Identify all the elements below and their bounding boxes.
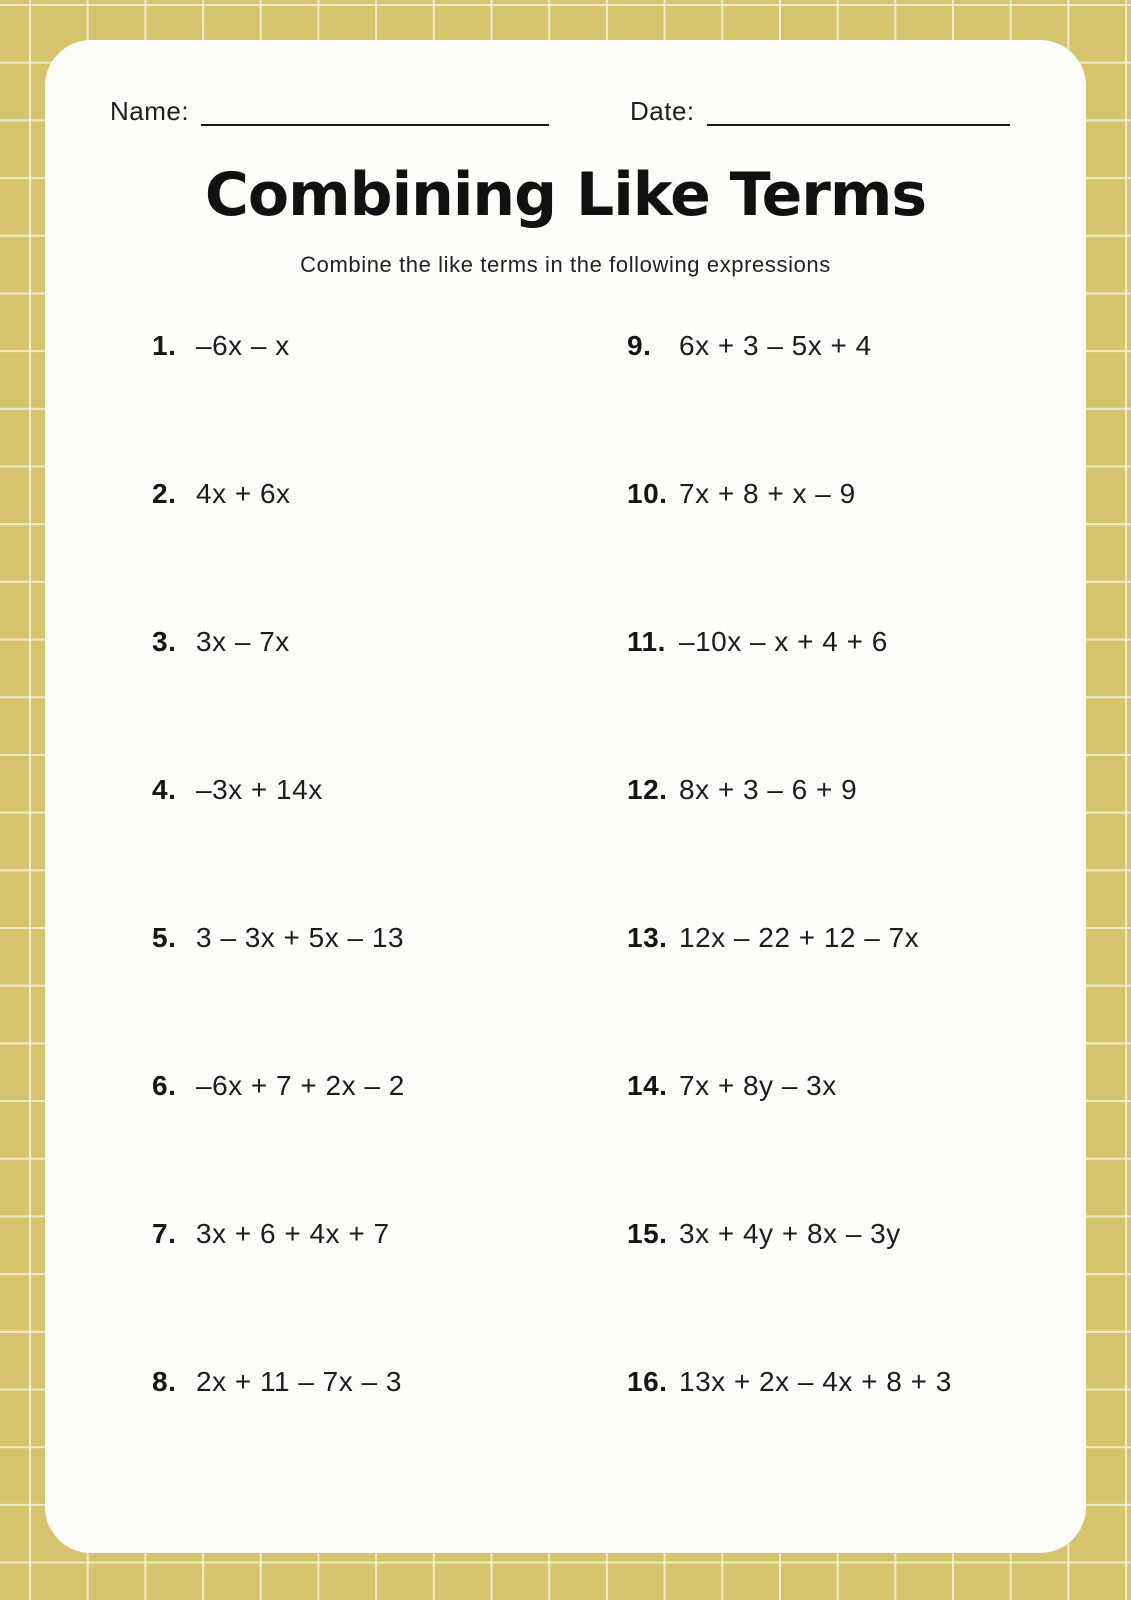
problem-number: 3. [152,626,177,657]
problem-number: 12. [627,774,668,805]
date-label: Date: [630,96,695,126]
page-subtitle: Combine the like terms in the following expressions [300,252,831,277]
problem-14 [627,1069,952,1217]
problem-number: 8. [152,1366,177,1397]
page-title: Combining Like Terms [204,160,927,230]
problem-16 [627,1365,952,1513]
problem-6 [152,1069,405,1217]
problem-expression: 8x + 3 – 6 + 9 [679,774,858,805]
problem-number: 6. [152,1070,177,1101]
problem-number: 16. [627,1366,668,1397]
problem-number: 5. [152,922,177,953]
problem-expression: 2x + 11 – 7x – 3 [196,1366,402,1397]
name-field [110,96,549,126]
problem-expression: –6x – x [196,330,290,361]
problem-number: 7. [152,1218,177,1249]
problem-expression: –10x – x + 4 + 6 [679,626,888,657]
problem-expression: 6x + 3 – 5x + 4 [679,330,872,361]
date-field [630,96,1010,126]
problem-5 [152,921,405,1069]
problem-11 [627,625,952,773]
problem-number: 4. [152,774,177,805]
problems-column-left [152,329,405,1513]
problem-13 [627,921,952,1069]
problem-expression: 7x + 8 + x – 9 [679,478,856,509]
problem-number: 15. [627,1218,668,1249]
problems-column-right [627,329,952,1513]
problem-number: 13. [627,922,668,953]
problem-number: 14. [627,1070,668,1101]
problem-expression: 7x + 8y – 3x [679,1070,837,1101]
problem-15 [627,1217,952,1365]
problem-expression: 3x + 6 + 4x + 7 [196,1218,390,1249]
problem-8 [152,1365,405,1513]
name-blank-line [201,96,549,126]
problem-number: 2. [152,478,177,509]
problem-number: 9. [627,330,652,361]
date-blank-line [707,96,1010,126]
problem-2 [152,477,405,625]
problem-3 [152,625,405,773]
problem-4 [152,773,405,921]
problem-9 [627,329,952,477]
problem-12 [627,773,952,921]
problem-expression: 12x – 22 + 12 – 7x [679,922,920,953]
problem-number: 1. [152,330,177,361]
problem-expression: 3x – 7x [196,626,290,657]
problem-expression: –3x + 14x [196,774,323,805]
problem-expression: 13x + 2x – 4x + 8 + 3 [679,1366,952,1397]
problem-number: 11. [627,626,666,657]
worksheet-card [45,40,1086,1553]
problem-expression: 4x + 6x [196,478,291,509]
name-label: Name: [110,96,190,126]
problem-expression: 3x + 4y + 8x – 3y [679,1218,901,1249]
problem-10 [627,477,952,625]
problem-7 [152,1217,405,1365]
problem-expression: –6x + 7 + 2x – 2 [196,1070,405,1101]
problem-expression: 3 – 3x + 5x – 13 [196,922,405,953]
problem-number: 10. [627,478,668,509]
problem-1 [152,329,405,477]
